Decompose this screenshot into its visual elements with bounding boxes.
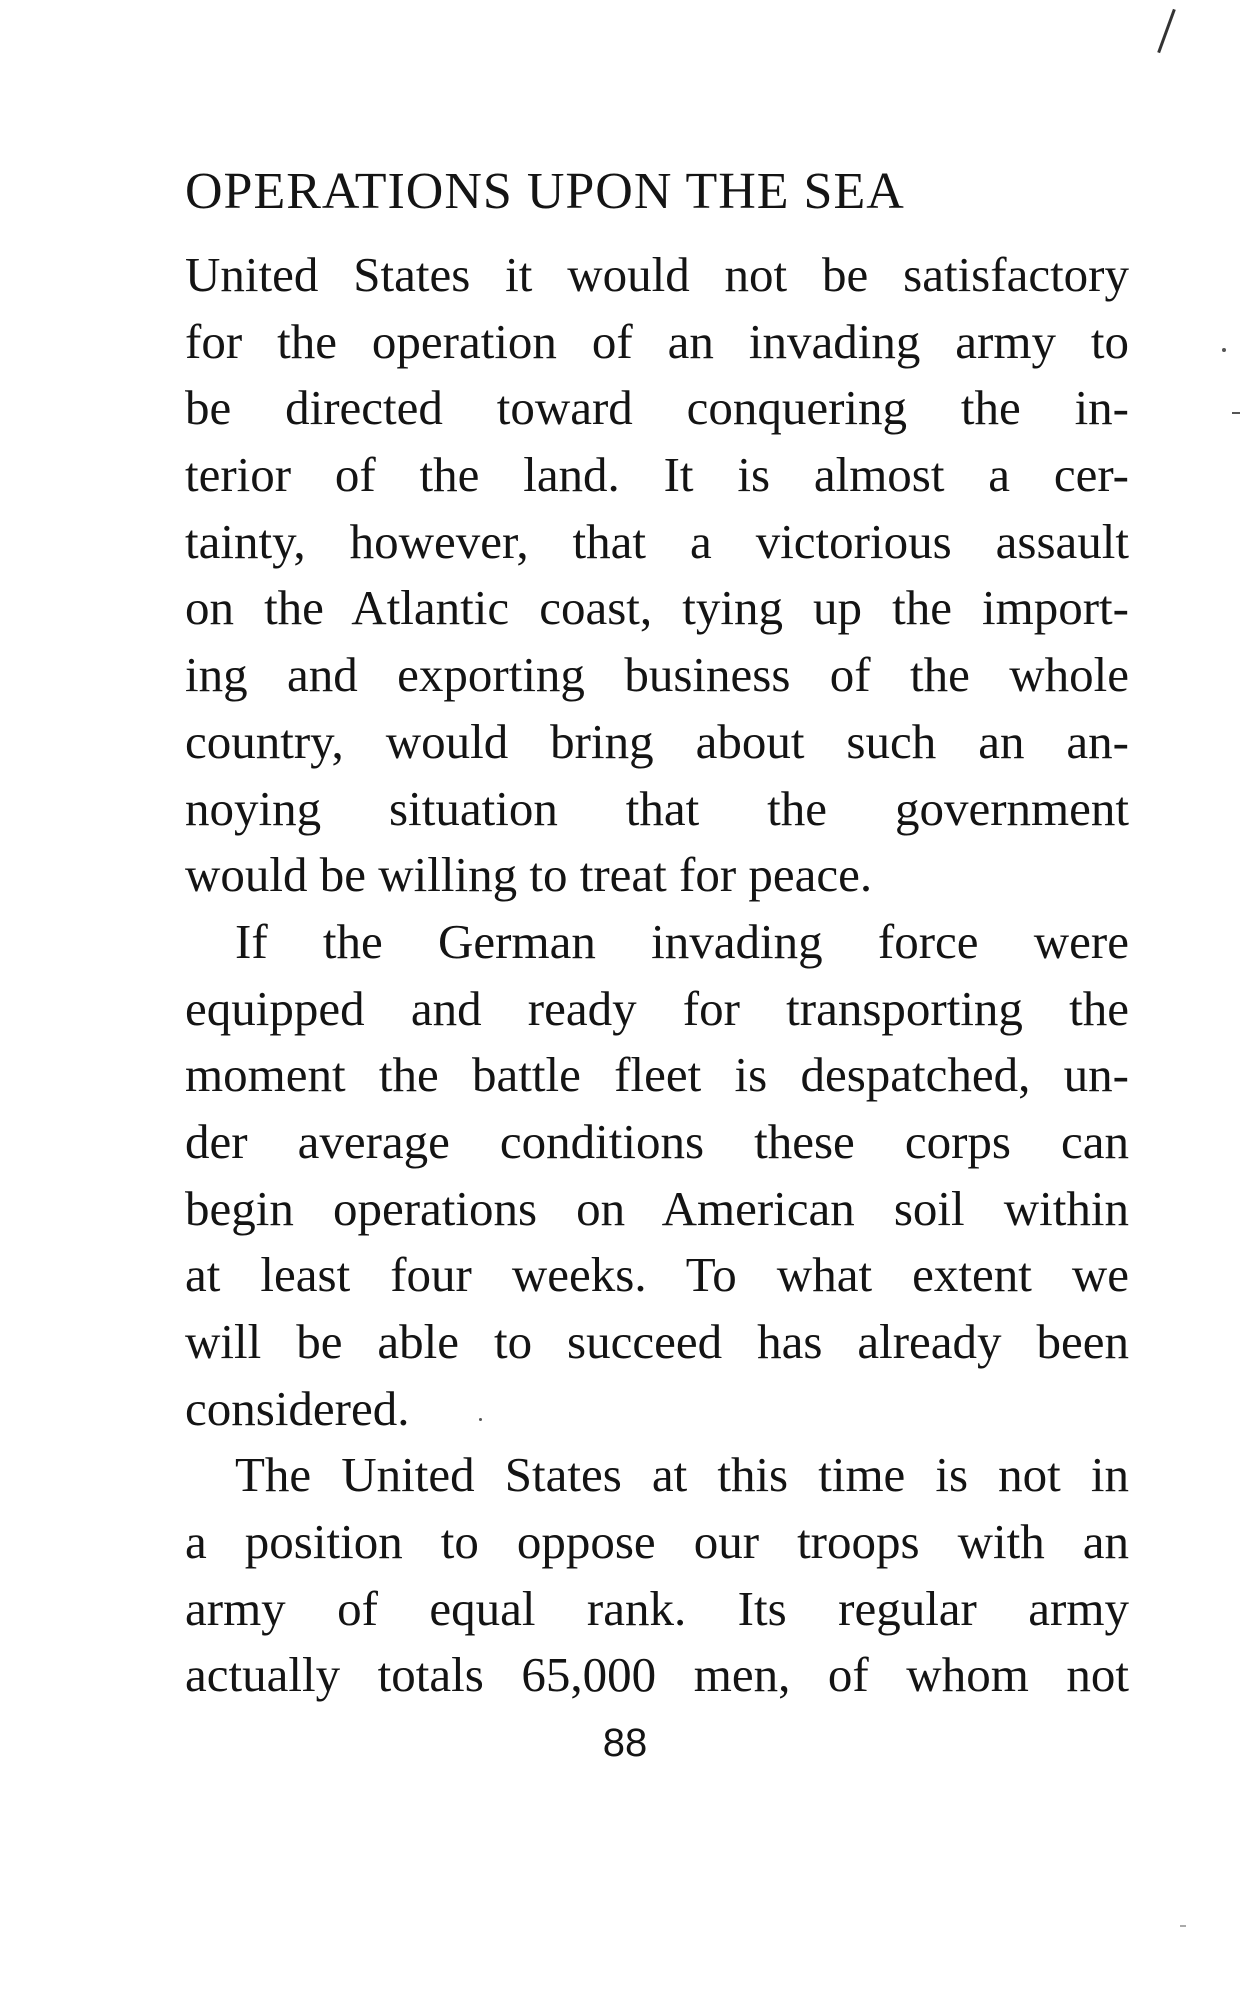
text-line: begin operations on American soil within	[185, 1180, 1129, 1236]
scan-speck	[1232, 412, 1240, 414]
text-line: The United States at this time is not in	[235, 1447, 1129, 1503]
scan-pencil-mark	[1157, 9, 1176, 53]
text-line: will be able to succeed has already been	[185, 1314, 1129, 1369]
text-line: a position to oppose our troops with an	[185, 1514, 1129, 1570]
text-line: noying situation that the government	[185, 780, 1129, 836]
text-line: army of equal rank. Its regular army	[185, 1580, 1129, 1636]
page-number: 88	[602, 1721, 648, 1765]
text-line: be directed toward conquering the in-	[185, 380, 1129, 436]
scan-speck	[1222, 348, 1226, 352]
scan-speck	[1180, 1925, 1186, 1927]
text-line: If the German invading force were	[235, 913, 1129, 969]
text-line: for the operation of an invading army to	[185, 313, 1129, 369]
text-line: on the Atlantic coast, tying up the import-	[185, 580, 1129, 636]
text-line: United States it would not be satisfactory	[185, 247, 1129, 302]
text-line: moment the battle fleet is despatched, un-	[185, 1047, 1129, 1103]
text-line: terior of the land. It is almost a cer-	[185, 447, 1129, 503]
text-line: der average conditions these corps can	[185, 1113, 1129, 1169]
text-line: would be willing to treat for peace.	[185, 847, 873, 903]
body-text	[185, 242, 1129, 1709]
text-line: considered.	[185, 1380, 410, 1436]
running-head: OPERATIONS UPON THE SEA	[185, 163, 905, 220]
text-line: ing and exporting business of the whole	[185, 647, 1129, 703]
text-line: tainty, however, that a victorious assault	[185, 513, 1129, 569]
text-line: actually totals 65,000 men, of whom not	[185, 1647, 1129, 1703]
text-line: country, would bring about such an an-	[185, 713, 1129, 769]
text-line: at least four weeks. To what extent we	[185, 1247, 1129, 1303]
text-line: equipped and ready for transporting the	[185, 980, 1129, 1036]
